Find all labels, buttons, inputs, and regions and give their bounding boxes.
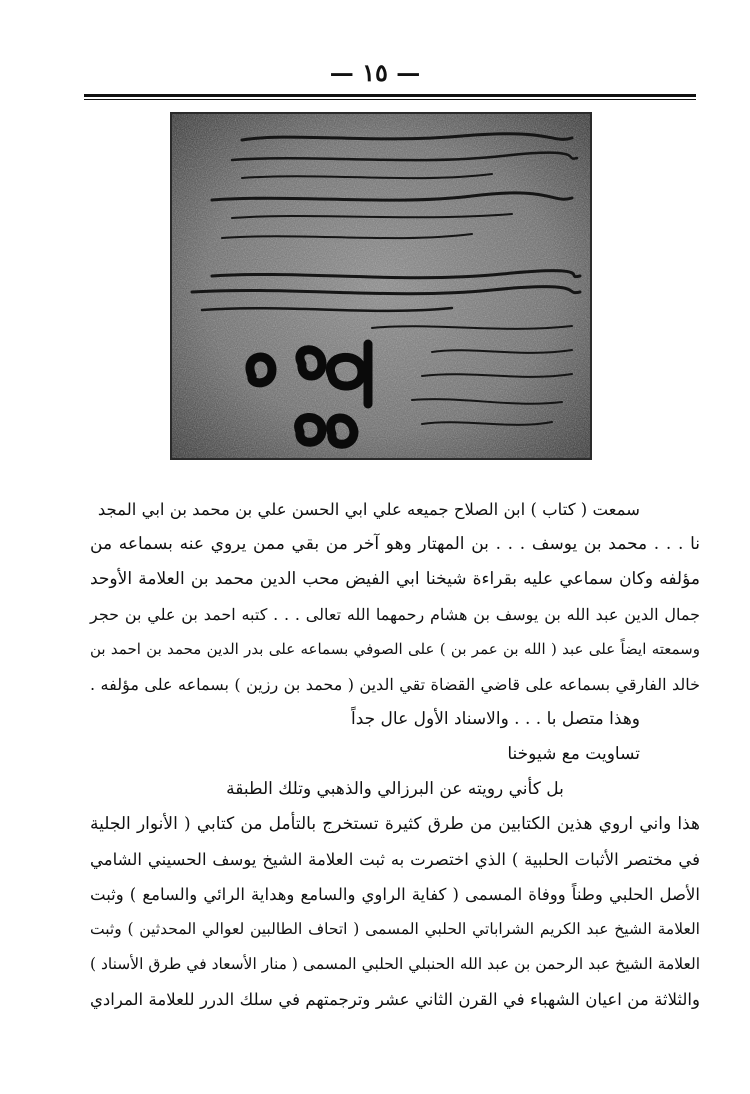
text-line: العلامة الشيخ عبد الكريم الشراباتي الحلبي المسمى ( اتحاف الطالبين لعوالي المحدثين ) وثبت — [90, 920, 700, 938]
text-line: وسمعته ايضاً على عبد ( الله بن عمر بن ) على الصوفي بسماعه على بدر الدين محمد بن احمد بن — [90, 640, 700, 658]
text-line: العلامة الشيخ عبد الرحمن بن عبد الله الحنبلي الحلبي المسمى ( منار الأسعاد في طرق الأسناد ) — [90, 955, 700, 973]
text-line: جمال الدين عبد الله بن يوسف بن هشام رحمهما الله تعالى . . . كتبه احمد بن علي بن حجر — [90, 605, 700, 624]
text-line: تساويت مع شيوخنا — [507, 744, 640, 764]
header-rule-thin — [84, 99, 696, 100]
text-line: في مختصر الأثبات الحلبية ) الذي اختصرت به ثبت العلامة الشيخ يوسف الحسيني الشامي — [90, 850, 700, 869]
text-line: والثلاثة من اعيان الشهباء في القرن الثاني عشر وترجمتهم في سلك الدرر للعلامة المرادي — [90, 990, 700, 1009]
text-line: نا . . . محمد بن يوسف . . . بن المهتار وهو آخر من بقي ممن يروي عنه بسماعه من — [90, 534, 700, 554]
header-rule — [84, 94, 696, 97]
text-line: وهذا متصل با . . . والاسناد الأول عال جداً — [351, 709, 640, 729]
text-line: سمعت ( كتاب ) ابن الصلاح جميعه علي ابي الحسن علي بن محمد بن ابي المجد — [97, 500, 640, 519]
page-number: — ١٥ — — [329, 58, 421, 87]
manuscript-photo-icon — [172, 114, 590, 458]
text-line: خالد الفارقي بسماعه على قاضي القضاة تقي الدين ( محمد بن رزين ) بسماعه على مؤلفه . — [90, 675, 700, 694]
manuscript-photo — [170, 112, 592, 460]
body-text — [90, 492, 700, 1017]
text-line: مؤلفه وكان سماعي عليه بقراءة شيخنا ابي الفيض محب الدين محمد بن العلامة الأوحد — [90, 569, 700, 589]
text-line: هذا واني اروي هذين الكتابين من طرق كثيرة تستخرج بالتأمل من كتابي ( الأنوار الجلية — [90, 814, 700, 834]
text-line: بل كأني رويته عن البرزالي والذهبي وتلك الطبقة — [226, 779, 564, 799]
text-line: الأصل الحلبي وطناً ووفاة المسمى ( كفاية الراوي والسامع وهداية الرائي والسامع ) وثبت — [90, 885, 700, 904]
